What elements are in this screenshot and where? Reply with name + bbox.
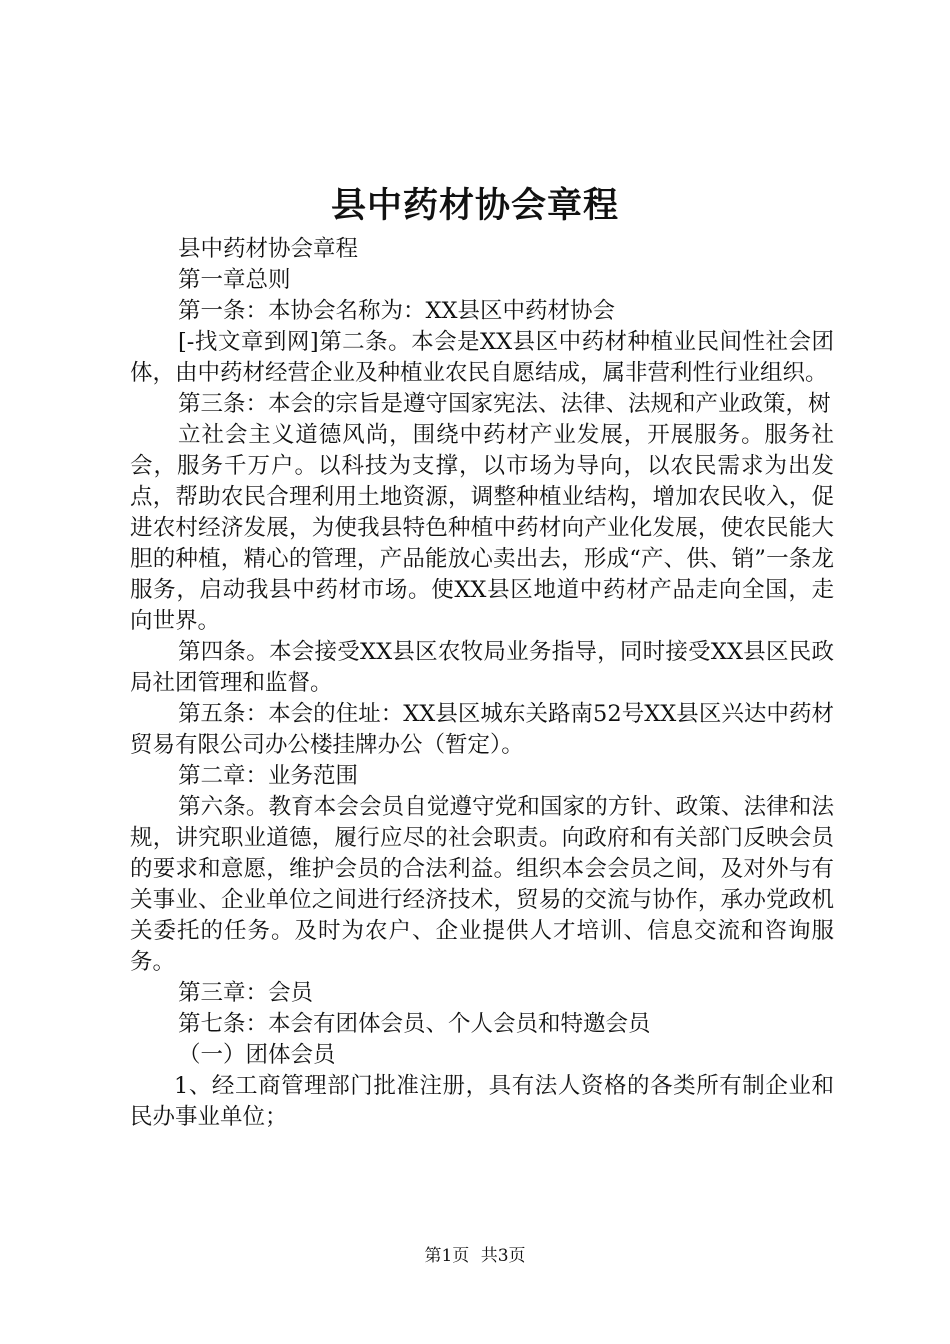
document-body	[130, 234, 834, 1133]
paragraph-article-2: [-找文章到网]第二条。本会是XX县区中药材种植业民间性社会团体，由中药材经营企业及种植业农民自愿结成，属非营利性行业组织。	[130, 329, 834, 386]
paragraph-chapter-3: 第三章：会员	[178, 980, 314, 1006]
paragraph-article-4: 第四条。本会接受XX县区农牧局业务指导，同时接受XX县区民政局社团管理和监督。	[130, 639, 834, 696]
paragraph-article-3: 第三条：本会的宗旨是遵守国家宪法、法律、法规和产业政策，树	[178, 391, 831, 417]
page-total: 共3页	[480, 1246, 526, 1266]
paragraph-chapter-2: 第二章：业务范围	[178, 763, 359, 789]
page-number: 第1页	[424, 1246, 470, 1266]
paragraph-chapter-1: 第一章总则	[178, 267, 291, 293]
paragraph-article-6: 第六条。教育本会会员自觉遵守党和国家的方针、政策、法律和法规，讲究职业道德，履行应尽的社会职责。向政府和有关部门反映会员的要求和意愿，维护会员的合法利益。组织本会会员之间，及对外与有关事业、企业单位之间进行经济技术，贸易的交流与协作，承办党政机关委托的任务。及时为农户、企业提供人才培训、信息交流和咨询服务。	[130, 794, 834, 975]
paragraph-article-1: 第一条：本协会名称为：XX县区中药材协会	[178, 298, 616, 324]
paragraph-article-3-continued: 立社会主义道德风尚，围绕中药材产业发展，开展服务。服务社会，服务千万户。以科技为支撑，以市场为导向，以农民需求为出发点，帮助农民合理利用土地资源，调整种植业结构，增加农民收入，促进农村经济发展，为使我县特色种植中药材向产业化发展，使农民能大胆的种植，精心的管理，产品能放心卖出去，形成“产、供、销”一条龙服务，启动我县中药材市场。使XX县区地道中药材产品走向全国，走向世界。	[130, 422, 834, 634]
paragraph-group-members: （一）团体会员	[178, 1042, 336, 1068]
document-title: 县中药材协会章程	[330, 185, 619, 226]
page-footer	[0, 1244, 950, 1268]
paragraph-subtitle: 县中药材协会章程	[178, 236, 359, 262]
paragraph-article-5: 第五条：本会的住址：XX县区城东关路南52号XX县区兴达中药材贸易有限公司办公楼挂牌办公（暂定）。	[130, 701, 834, 758]
paragraph-article-7: 第七条：本会有团体会员、个人会员和特邀会员	[178, 1011, 651, 1037]
paragraph-item-1: 1、经工商管理部门批准注册，具有法人资格的各类所有制企业和民办事业单位；	[130, 1073, 834, 1130]
